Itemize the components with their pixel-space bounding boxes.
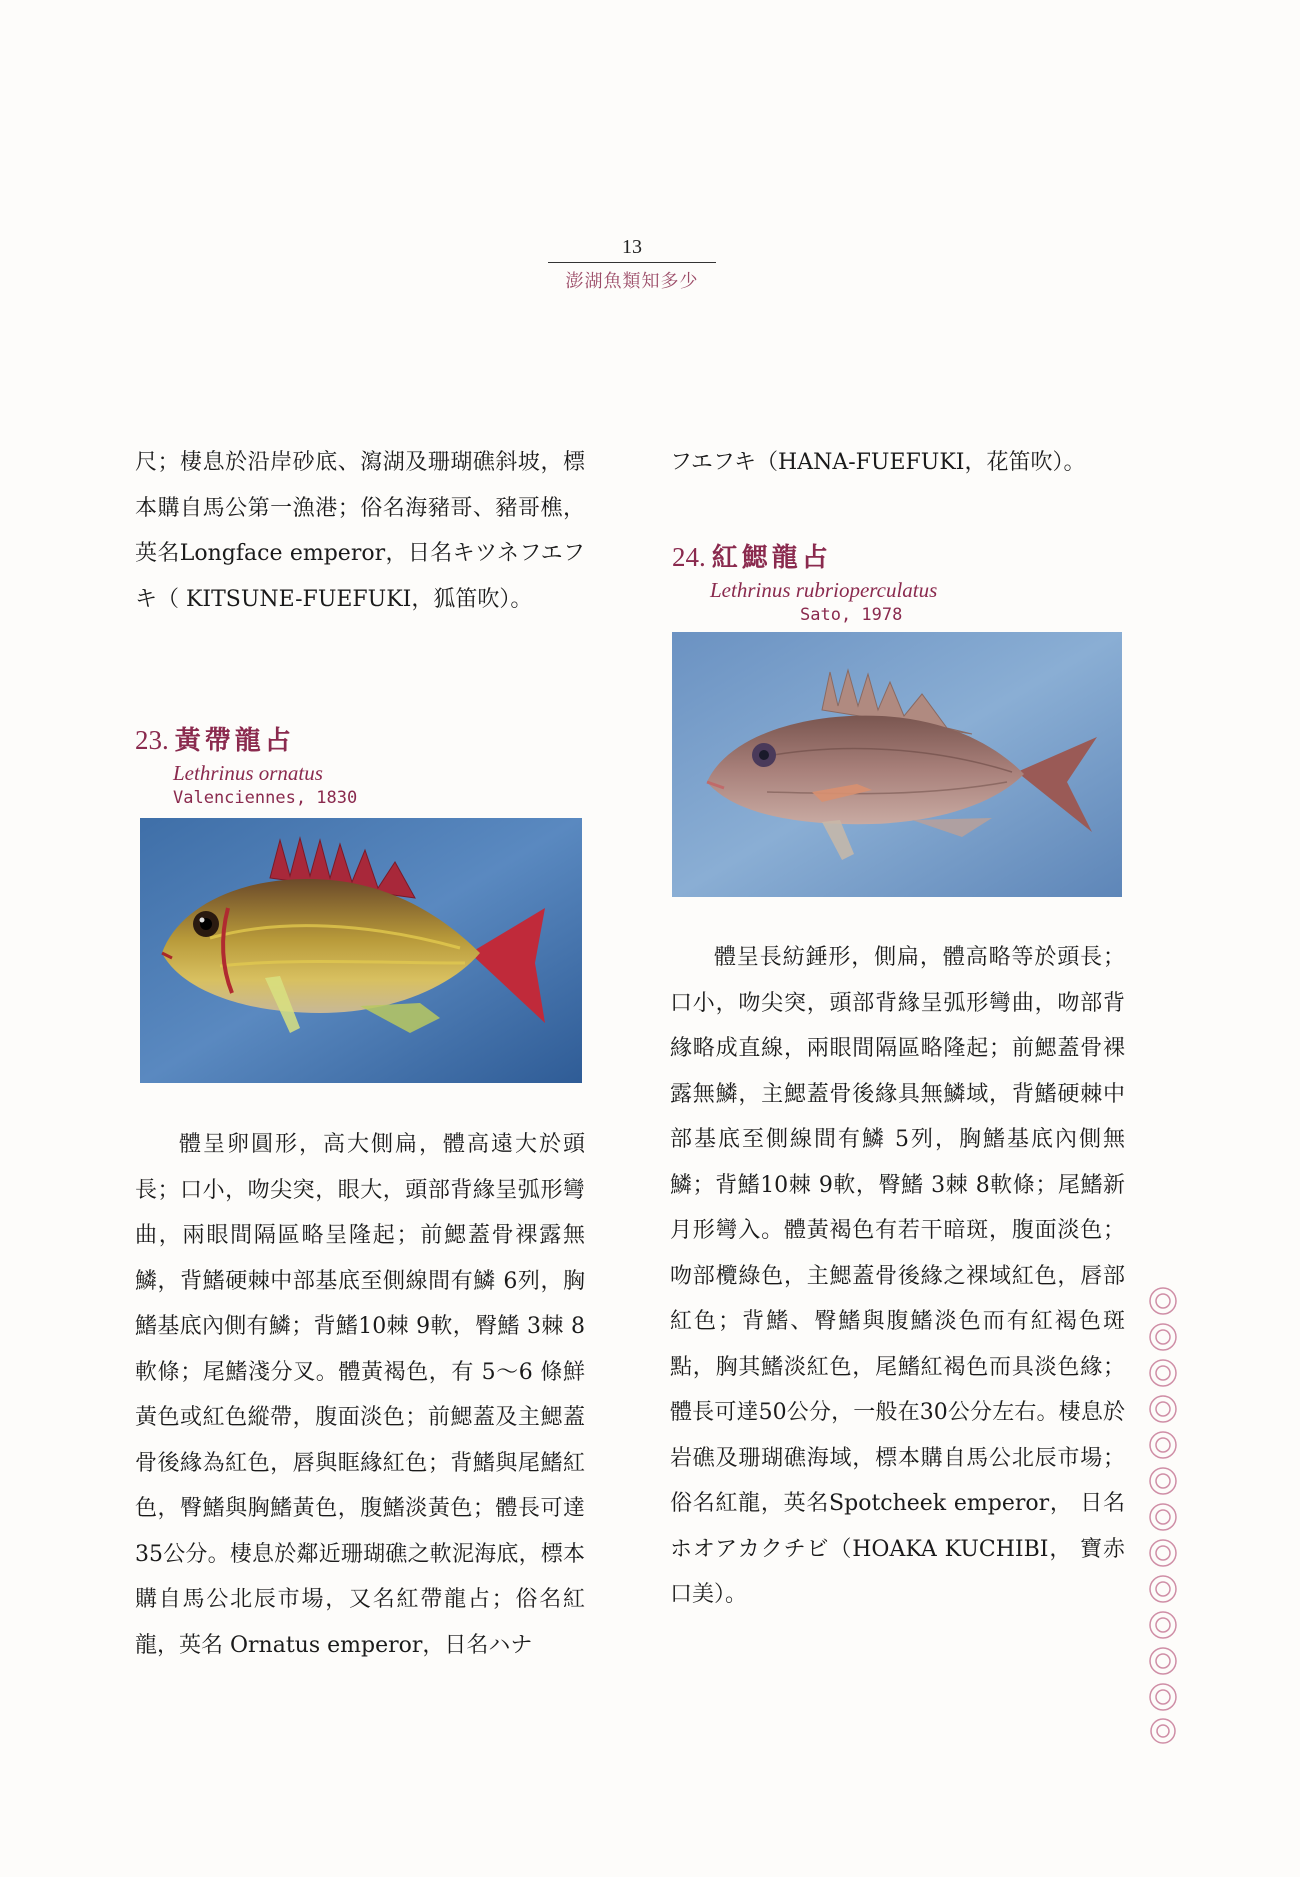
species-24-photo xyxy=(672,632,1122,897)
species-24-description: 體呈長紡錘形，側扁，體高略等於頭長；口小，吻尖突，頭部背緣呈弧形彎曲，吻部背緣略成直線，兩眼間隔區略隆起；前鰓蓋骨裸露無鱗，主鰓蓋骨後緣具無鱗域，背鰭硬棘中部基底至側線間有鱗 5列，胸鰭基底內側無鱗；背鰭10棘 9軟，臀鰭 3棘 8軟條；尾鰭新月形彎入。體黃褐色有若干暗斑，腹面淡色；吻部欖綠色，主鰓蓋骨後緣之裸域紅色，唇部紅色；背鰭、臀鰭與腹鰭淡色而有紅褐色斑點，胸其鰭淡紅色，尾鰭紅褐色而具淡色緣；體長可達50公分，一般在30公分左右。棲息於岩礁及珊瑚礁海域，標本購自馬公北辰市場；俗名紅龍，英名Spotcheek emperor， 日名ホオアカクチビ（HOAKA KUCHIBI， 寶赤口美）。 xyxy=(670,945,1125,1607)
species-24-heading xyxy=(672,537,937,625)
page-header xyxy=(548,234,716,293)
species-23-number: 23. xyxy=(135,725,169,755)
species-24-scientific-name: Lethrinus rubrioperculatus xyxy=(710,578,938,602)
species-24-name: 紅鰓龍占 xyxy=(711,543,832,573)
species-24-title xyxy=(672,537,937,574)
species-23-name: 黃帶龍占 xyxy=(174,726,295,756)
species-23-heading xyxy=(135,720,357,808)
species-23-title xyxy=(135,720,357,757)
page-number: 13 xyxy=(548,234,716,263)
species-24-number: 24. xyxy=(672,542,706,572)
species-23-description: 體呈卵圓形，高大側扁，體高遠大於頭長；口小，吻尖突，眼大，頭部背緣呈弧形彎曲，兩眼間隔區略呈隆起；前鰓蓋骨裸露無鱗，背鰭硬棘中部基底至側線間有鱗 6列，胸鰭基底內側有鱗；背鰭10棘 9軟，臀鰭 3棘 8軟條；尾鰭淺分叉。體黃褐色，有 5～6 條鮮黃色或紅色縱帶，腹面淡色；前鰓蓋及主鰓蓋骨後緣為紅色，唇與眶緣紅色；背鰭與尾鰭紅色，臀鰭與胸鰭黃色，腹鰭淡黃色；體長可達35公分。棲息於鄰近珊瑚礁之軟泥海底，標本購自馬公北辰市場，又名紅帶龍占；俗名紅龍，英名 Ornatus emperor，日名ハナ xyxy=(135,1132,585,1658)
seal-pattern-icon xyxy=(1145,1285,1181,1745)
left-continuation-text: 尺；棲息於沿岸砂底、瀉湖及珊瑚礁斜坡，標本購自馬公第一漁港；俗名海豬哥、豬哥樵，英名Longface emperor，日名キツネフエフキ（ KITSUNE-FUEFUKI，狐笛吹）。 xyxy=(135,450,585,612)
right-continuation-text: フエフキ（HANA-FUEFUKI，花笛吹）。 xyxy=(670,450,1086,475)
species-23-author: Valenciennes, 1830 xyxy=(173,788,358,808)
yellow-fish-illustration xyxy=(140,818,582,1083)
species-23-photo xyxy=(140,818,582,1083)
species-24-author: Sato, 1978 xyxy=(800,605,903,625)
decorative-seal-strip xyxy=(1145,1285,1181,1749)
red-fish-illustration xyxy=(672,632,1122,897)
species-23-scientific-name: Lethrinus ornatus xyxy=(173,761,323,785)
book-title: 澎湖魚類知多少 xyxy=(565,271,699,292)
